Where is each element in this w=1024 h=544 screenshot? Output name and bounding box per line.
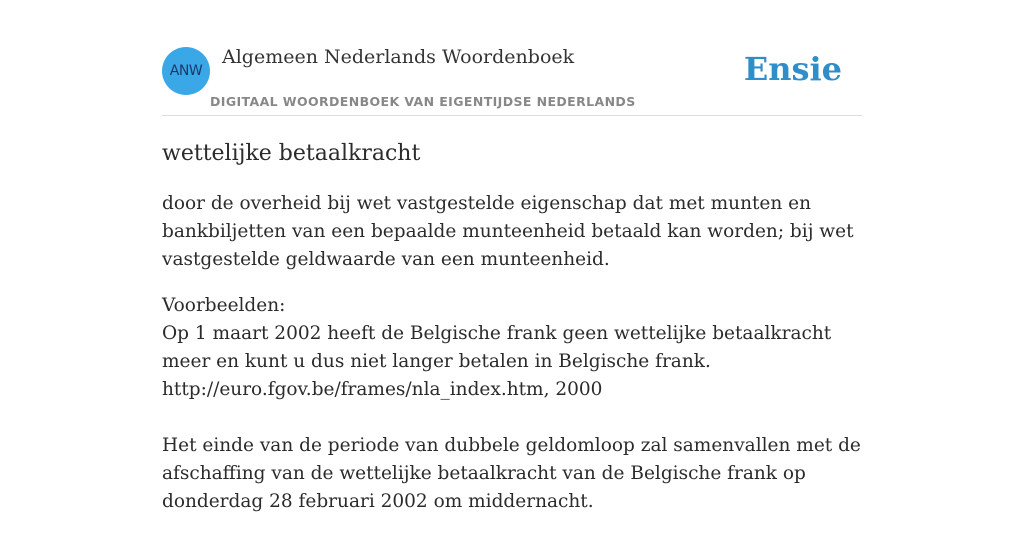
examples-section [162, 292, 862, 516]
site-tagline: DIGITAAL WOORDENBOEK VAN EIGENTIJDSE NEDERLANDS [210, 94, 636, 109]
entry-term: wettelijke betaalkracht [162, 141, 421, 166]
example-text: Het einde van de periode van dubbele geldomloop zal samenvallen met de afschaffing van de wettelijke betaalkracht van de Belgische frank op donderdag 28 februari 2002 om middernacht. [162, 435, 861, 512]
site-name[interactable]: Algemeen Nederlands Woordenboek [222, 46, 575, 68]
example-source: http://euro.fgov.be/frames/nla_index.htm, 2000 [162, 379, 603, 400]
example-item [162, 320, 862, 404]
examples-label: Voorbeelden: [162, 295, 286, 316]
site-header [162, 0, 862, 116]
entry-definition: door de overheid bij wet vastgestelde eigenschap dat met munten en bankbiljetten van een bepaalde munteenheid betaald kan worden; bij wet vastgestelde geldwaarde van een munteenheid. [162, 193, 854, 270]
logo-text: ANW [169, 63, 203, 79]
header-divider [162, 115, 862, 116]
anw-logo[interactable] [162, 47, 210, 95]
example-item [162, 432, 862, 516]
example-text: Op 1 maart 2002 heeft de Belgische frank geen wettelijke betaalkracht meer en kunt u dus niet langer betalen in Belgische frank. [162, 323, 832, 372]
ensie-brand-logo[interactable]: Ensie [743, 50, 842, 88]
entry-content [162, 138, 862, 544]
